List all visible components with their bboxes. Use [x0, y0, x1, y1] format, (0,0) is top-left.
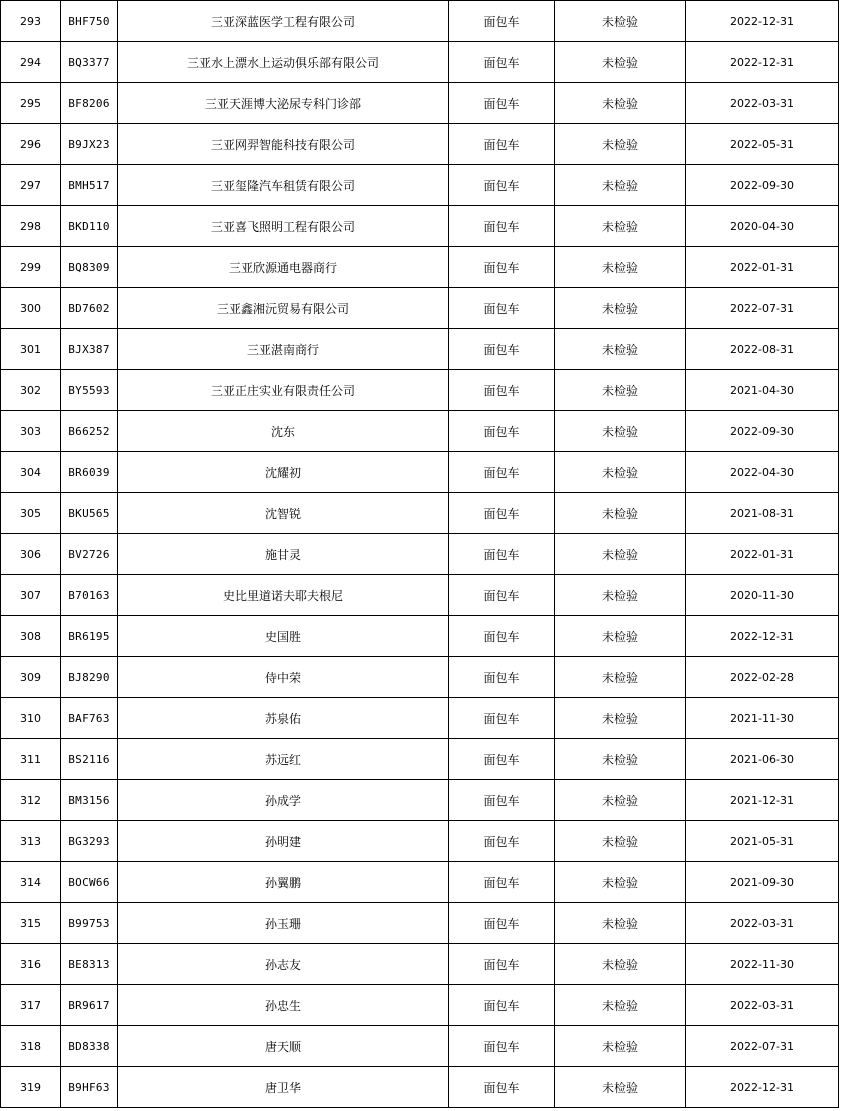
record-number-cell: 296 — [1, 124, 61, 165]
vehicle-type-cell: 面包车 — [449, 534, 555, 575]
plate-number-cell: BOCW66 — [61, 862, 118, 903]
record-number-cell: 318 — [1, 1026, 61, 1067]
table-row — [1, 165, 839, 206]
inspection-status-cell: 未检验 — [555, 165, 686, 206]
table-row — [1, 83, 839, 124]
vehicle-type-cell: 面包车 — [449, 657, 555, 698]
owner-name-cell: 孙成学 — [118, 780, 449, 821]
vehicle-type-cell: 面包车 — [449, 452, 555, 493]
expiry-date-cell: 2021-05-31 — [686, 821, 839, 862]
vehicle-type-cell: 面包车 — [449, 575, 555, 616]
owner-name-cell: 孙翼鹏 — [118, 862, 449, 903]
inspection-status-cell: 未检验 — [555, 329, 686, 370]
vehicle-type-cell: 面包车 — [449, 739, 555, 780]
inspection-status-cell: 未检验 — [555, 206, 686, 247]
record-number-cell: 317 — [1, 985, 61, 1026]
plate-number-cell: BR6039 — [61, 452, 118, 493]
inspection-status-cell: 未检验 — [555, 821, 686, 862]
vehicle-type-cell: 面包车 — [449, 698, 555, 739]
inspection-status-cell: 未检验 — [555, 411, 686, 452]
table-row — [1, 206, 839, 247]
table-row — [1, 534, 839, 575]
plate-number-cell: BF8206 — [61, 83, 118, 124]
table-row — [1, 698, 839, 739]
owner-name-cell: 三亚欣源通电器商行 — [118, 247, 449, 288]
expiry-date-cell: 2021-04-30 — [686, 370, 839, 411]
table-row — [1, 247, 839, 288]
expiry-date-cell: 2020-04-30 — [686, 206, 839, 247]
owner-name-cell: 三亚深蓝医学工程有限公司 — [118, 1, 449, 42]
expiry-date-cell: 2022-03-31 — [686, 83, 839, 124]
owner-name-cell: 史国胜 — [118, 616, 449, 657]
plate-number-cell: BR6195 — [61, 616, 118, 657]
owner-name-cell: 苏远红 — [118, 739, 449, 780]
expiry-date-cell: 2022-12-31 — [686, 1, 839, 42]
expiry-date-cell: 2022-01-31 — [686, 247, 839, 288]
record-number-cell: 316 — [1, 944, 61, 985]
vehicle-type-cell: 面包车 — [449, 370, 555, 411]
table-row — [1, 493, 839, 534]
owner-name-cell: 三亚水上漂水上运动俱乐部有限公司 — [118, 42, 449, 83]
inspection-status-cell: 未检验 — [555, 739, 686, 780]
table-row — [1, 985, 839, 1026]
plate-number-cell: B99753 — [61, 903, 118, 944]
expiry-date-cell: 2022-03-31 — [686, 903, 839, 944]
plate-number-cell: BKD110 — [61, 206, 118, 247]
plate-number-cell: BE8313 — [61, 944, 118, 985]
owner-name-cell: 史比里道诺夫耶夫根尼 — [118, 575, 449, 616]
plate-number-cell: B66252 — [61, 411, 118, 452]
record-number-cell: 319 — [1, 1067, 61, 1108]
table-row — [1, 821, 839, 862]
inspection-status-cell: 未检验 — [555, 903, 686, 944]
table-row — [1, 42, 839, 83]
expiry-date-cell: 2022-12-31 — [686, 42, 839, 83]
inspection-status-cell: 未检验 — [555, 698, 686, 739]
record-number-cell: 297 — [1, 165, 61, 206]
plate-number-cell: BR9617 — [61, 985, 118, 1026]
inspection-status-cell: 未检验 — [555, 657, 686, 698]
table-row — [1, 575, 839, 616]
table-row — [1, 124, 839, 165]
table-row — [1, 1026, 839, 1067]
owner-name-cell: 孙志友 — [118, 944, 449, 985]
vehicle-type-cell: 面包车 — [449, 862, 555, 903]
inspection-status-cell: 未检验 — [555, 944, 686, 985]
table-row — [1, 739, 839, 780]
record-number-cell: 306 — [1, 534, 61, 575]
plate-number-cell: BQ8309 — [61, 247, 118, 288]
owner-name-cell: 三亚喜飞照明工程有限公司 — [118, 206, 449, 247]
record-number-cell: 303 — [1, 411, 61, 452]
plate-number-cell: B70163 — [61, 575, 118, 616]
inspection-status-cell: 未检验 — [555, 616, 686, 657]
table-row — [1, 944, 839, 985]
expiry-date-cell: 2022-12-31 — [686, 616, 839, 657]
inspection-status-cell: 未检验 — [555, 452, 686, 493]
expiry-date-cell: 2020-11-30 — [686, 575, 839, 616]
record-number-cell: 307 — [1, 575, 61, 616]
table-row — [1, 329, 839, 370]
record-number-cell: 311 — [1, 739, 61, 780]
inspection-status-cell: 未检验 — [555, 493, 686, 534]
table-row — [1, 288, 839, 329]
record-number-cell: 300 — [1, 288, 61, 329]
owner-name-cell: 三亚鑫湘沅贸易有限公司 — [118, 288, 449, 329]
vehicle-type-cell: 面包车 — [449, 780, 555, 821]
expiry-date-cell: 2022-04-30 — [686, 452, 839, 493]
expiry-date-cell: 2022-03-31 — [686, 985, 839, 1026]
table-body — [1, 1, 839, 1108]
expiry-date-cell: 2021-09-30 — [686, 862, 839, 903]
table-row — [1, 1, 839, 42]
inspection-status-cell: 未检验 — [555, 1, 686, 42]
expiry-date-cell: 2022-07-31 — [686, 288, 839, 329]
expiry-date-cell: 2022-09-30 — [686, 411, 839, 452]
owner-name-cell: 施甘灵 — [118, 534, 449, 575]
owner-name-cell: 三亚网羿智能科技有限公司 — [118, 124, 449, 165]
vehicle-type-cell: 面包车 — [449, 206, 555, 247]
vehicle-type-cell: 面包车 — [449, 329, 555, 370]
vehicle-type-cell: 面包车 — [449, 83, 555, 124]
record-number-cell: 293 — [1, 1, 61, 42]
inspection-status-cell: 未检验 — [555, 247, 686, 288]
owner-name-cell: 三亚湛南商行 — [118, 329, 449, 370]
plate-number-cell: BV2726 — [61, 534, 118, 575]
record-number-cell: 310 — [1, 698, 61, 739]
expiry-date-cell: 2022-09-30 — [686, 165, 839, 206]
vehicle-type-cell: 面包车 — [449, 124, 555, 165]
vehicle-type-cell: 面包车 — [449, 493, 555, 534]
plate-number-cell: B9JX23 — [61, 124, 118, 165]
expiry-date-cell: 2021-11-30 — [686, 698, 839, 739]
vehicle-type-cell: 面包车 — [449, 165, 555, 206]
vehicle-type-cell: 面包车 — [449, 247, 555, 288]
expiry-date-cell: 2022-12-31 — [686, 1067, 839, 1108]
plate-number-cell: BG3293 — [61, 821, 118, 862]
plate-number-cell: BQ3377 — [61, 42, 118, 83]
inspection-status-cell: 未检验 — [555, 575, 686, 616]
vehicle-type-cell: 面包车 — [449, 903, 555, 944]
owner-name-cell: 三亚天涯博大泌尿专科门诊部 — [118, 83, 449, 124]
record-number-cell: 294 — [1, 42, 61, 83]
inspection-status-cell: 未检验 — [555, 780, 686, 821]
table-row — [1, 1067, 839, 1108]
inspection-status-cell: 未检验 — [555, 862, 686, 903]
inspection-status-cell: 未检验 — [555, 985, 686, 1026]
inspection-status-cell: 未检验 — [555, 124, 686, 165]
record-number-cell: 309 — [1, 657, 61, 698]
record-number-cell: 301 — [1, 329, 61, 370]
plate-number-cell: BD8338 — [61, 1026, 118, 1067]
expiry-date-cell: 2022-07-31 — [686, 1026, 839, 1067]
vehicle-type-cell: 面包车 — [449, 1067, 555, 1108]
vehicle-type-cell: 面包车 — [449, 411, 555, 452]
expiry-date-cell: 2021-06-30 — [686, 739, 839, 780]
plate-number-cell: BMH517 — [61, 165, 118, 206]
table-row — [1, 616, 839, 657]
vehicle-type-cell: 面包车 — [449, 288, 555, 329]
record-number-cell: 313 — [1, 821, 61, 862]
table-row — [1, 452, 839, 493]
table-row — [1, 903, 839, 944]
owner-name-cell: 沈耀初 — [118, 452, 449, 493]
plate-number-cell: BHF750 — [61, 1, 118, 42]
plate-number-cell: BY5593 — [61, 370, 118, 411]
table-row — [1, 657, 839, 698]
record-number-cell: 305 — [1, 493, 61, 534]
plate-number-cell: BD7602 — [61, 288, 118, 329]
record-number-cell: 314 — [1, 862, 61, 903]
record-number-cell: 308 — [1, 616, 61, 657]
record-number-cell: 312 — [1, 780, 61, 821]
expiry-date-cell: 2021-08-31 — [686, 493, 839, 534]
plate-number-cell: BJ8290 — [61, 657, 118, 698]
plate-number-cell: BS2116 — [61, 739, 118, 780]
inspection-status-cell: 未检验 — [555, 42, 686, 83]
inspection-status-cell: 未检验 — [555, 370, 686, 411]
vehicle-type-cell: 面包车 — [449, 616, 555, 657]
owner-name-cell: 孙玉珊 — [118, 903, 449, 944]
owner-name-cell: 沈东 — [118, 411, 449, 452]
plate-number-cell: B9HF63 — [61, 1067, 118, 1108]
owner-name-cell: 唐天顺 — [118, 1026, 449, 1067]
table-row — [1, 411, 839, 452]
table-row — [1, 862, 839, 903]
inspection-status-cell: 未检验 — [555, 534, 686, 575]
expiry-date-cell: 2021-12-31 — [686, 780, 839, 821]
expiry-date-cell: 2022-02-28 — [686, 657, 839, 698]
owner-name-cell: 苏泉佑 — [118, 698, 449, 739]
plate-number-cell: BKU565 — [61, 493, 118, 534]
vehicle-type-cell: 面包车 — [449, 42, 555, 83]
record-number-cell: 298 — [1, 206, 61, 247]
plate-number-cell: BJX387 — [61, 329, 118, 370]
expiry-date-cell: 2022-05-31 — [686, 124, 839, 165]
owner-name-cell: 三亚正庄实业有限责任公司 — [118, 370, 449, 411]
inspection-status-cell: 未检验 — [555, 83, 686, 124]
plate-number-cell: BM3156 — [61, 780, 118, 821]
owner-name-cell: 孙忠生 — [118, 985, 449, 1026]
vehicle-type-cell: 面包车 — [449, 985, 555, 1026]
expiry-date-cell: 2022-01-31 — [686, 534, 839, 575]
vehicle-type-cell: 面包车 — [449, 1, 555, 42]
inspection-status-cell: 未检验 — [555, 1026, 686, 1067]
inspection-status-cell: 未检验 — [555, 1067, 686, 1108]
record-number-cell: 295 — [1, 83, 61, 124]
owner-name-cell: 三亚玺隆汽车租赁有限公司 — [118, 165, 449, 206]
owner-name-cell: 唐卫华 — [118, 1067, 449, 1108]
vehicle-type-cell: 面包车 — [449, 944, 555, 985]
vehicle-type-cell: 面包车 — [449, 821, 555, 862]
record-number-cell: 299 — [1, 247, 61, 288]
record-number-cell: 302 — [1, 370, 61, 411]
inspection-status-cell: 未检验 — [555, 288, 686, 329]
plate-number-cell: BAF763 — [61, 698, 118, 739]
table-row — [1, 370, 839, 411]
owner-name-cell: 孙明建 — [118, 821, 449, 862]
expiry-date-cell: 2022-08-31 — [686, 329, 839, 370]
table-row — [1, 780, 839, 821]
record-number-cell: 304 — [1, 452, 61, 493]
owner-name-cell: 沈智锐 — [118, 493, 449, 534]
owner-name-cell: 侍中荣 — [118, 657, 449, 698]
record-number-cell: 315 — [1, 903, 61, 944]
vehicle-type-cell: 面包车 — [449, 1026, 555, 1067]
expiry-date-cell: 2022-11-30 — [686, 944, 839, 985]
